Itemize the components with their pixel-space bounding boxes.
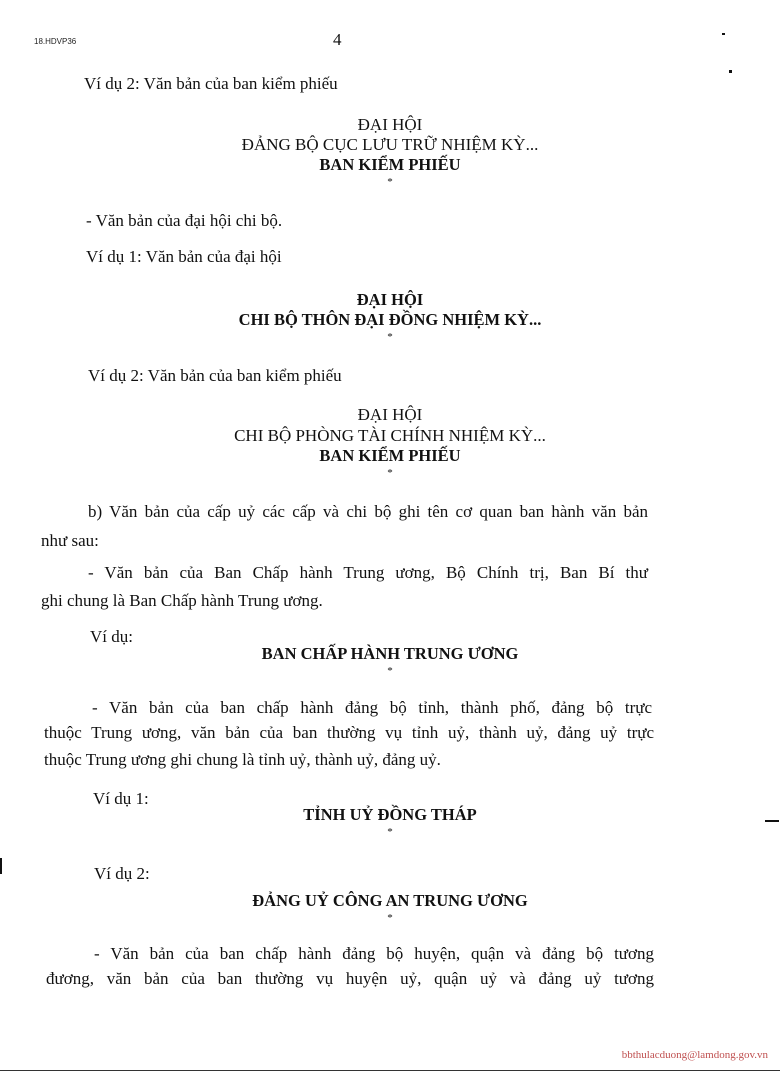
- paragraph-line: thuộc Trung ương, văn bản của ban thường vụ tỉnh uỷ, thành uỷ, đảng uỷ trực: [44, 723, 654, 742]
- heading-line: ĐẠI HỘI: [357, 405, 423, 424]
- separator-star: *: [387, 176, 393, 188]
- separator-star: *: [387, 912, 393, 924]
- separator-star: *: [387, 331, 393, 343]
- heading-line: TỈNH UỶ ĐỒNG THÁP: [303, 805, 477, 824]
- paragraph-line: Ví dụ 1: Văn bản của đại hội: [86, 247, 282, 266]
- paragraph-line: như sau:: [41, 531, 99, 550]
- heading-line: CHI BỘ PHÒNG TÀI CHÍNH NHIỆM KỲ...: [234, 426, 546, 445]
- footer-email: bbthulacduong@lamdong.gov.vn: [621, 1049, 768, 1061]
- paragraph-line: ghi chung là Ban Chấp hành Trung ương.: [41, 591, 323, 610]
- document-code: 18.HDVP36: [34, 37, 77, 46]
- scan-mark-left: [0, 858, 2, 874]
- scan-dot-top: [722, 33, 725, 35]
- separator-star: *: [387, 826, 393, 838]
- heading-line: BAN CHẤP HÀNH TRUNG ƯƠNG: [261, 644, 519, 663]
- paragraph-line: Ví dụ 2: Văn bản của ban kiểm phiếu: [88, 366, 342, 385]
- heading-line: ĐẢNG UỶ CÔNG AN TRUNG ƯƠNG: [252, 891, 528, 910]
- heading-line: ĐẢNG BỘ CỤC LƯU TRỮ NHIỆM KỲ...: [241, 135, 539, 154]
- paragraph-line: - Văn bản của Ban Chấp hành Trung ương, Bộ Chính trị, Ban Bí thư: [88, 563, 648, 582]
- scan-dot-top2: [729, 70, 732, 73]
- separator-star: *: [387, 665, 393, 677]
- scan-mark-right: [765, 820, 779, 822]
- heading-line: BAN KIỂM PHIẾU: [319, 155, 461, 174]
- heading-line: ĐẠI HỘI: [357, 115, 423, 134]
- paragraph-line: đương, văn bản của ban thường vụ huyện uỷ, quận uỷ và đảng uỷ tương: [46, 969, 654, 988]
- heading-line: BAN KIỂM PHIẾU: [319, 446, 461, 465]
- separator-star: *: [387, 467, 393, 479]
- paragraph-line: - Văn bản của ban chấp hành đảng bộ tỉnh, thành phố, đảng bộ trực: [92, 698, 652, 717]
- paragraph-line: Ví dụ 1:: [93, 789, 149, 808]
- paragraph-line: thuộc Trung ương ghi chung là tỉnh uỷ, thành uỷ, đảng uỷ.: [44, 750, 441, 769]
- paragraph-line: - Văn bản của ban chấp hành đảng bộ huyện, quận và đảng bộ tương: [94, 944, 654, 963]
- scan-mark-bottom: [0, 1070, 780, 1071]
- paragraph-line: Ví dụ 2:: [94, 864, 150, 883]
- heading-line: CHI BỘ THÔN ĐẠI ĐỒNG NHIỆM KỲ...: [238, 310, 542, 329]
- paragraph-line: Ví dụ 2: Văn bản của ban kiểm phiếu: [84, 74, 338, 93]
- paragraph-line: Ví dụ:: [90, 627, 133, 646]
- heading-line: ĐẠI HỘI: [356, 290, 424, 309]
- page-number: 4: [333, 30, 342, 49]
- paragraph-line: b) Văn bản của cấp uỷ các cấp và chi bộ ghi tên cơ quan ban hành văn bản: [88, 502, 648, 521]
- paragraph-line: - Văn bản của đại hội chi bộ.: [86, 211, 283, 230]
